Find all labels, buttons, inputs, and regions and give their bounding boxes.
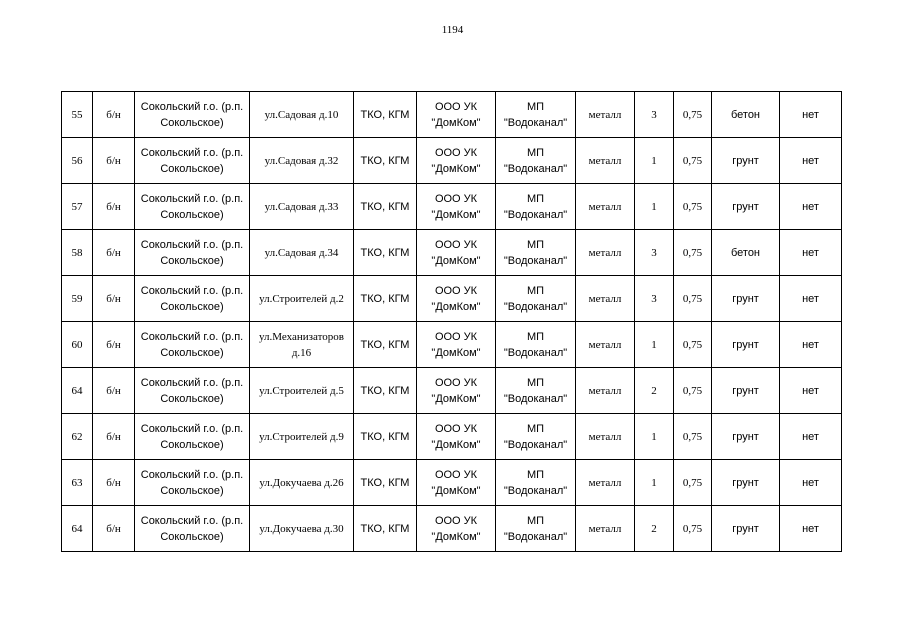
- settlement-line1: Сокольский г.о. (р.п.: [140, 146, 244, 159]
- registry-number-cell: [93, 414, 135, 460]
- bn: б/н: [106, 200, 121, 213]
- settlement-cell: [135, 322, 250, 368]
- row-number-cell: [62, 460, 93, 506]
- volume: 0,75: [682, 430, 703, 443]
- fence-cell: [780, 414, 842, 460]
- management-company-cell: [417, 460, 496, 506]
- owner-cell: [496, 184, 576, 230]
- mgmt-line1: ООО УК: [434, 376, 478, 389]
- owner-line2: "Водоканал": [503, 392, 568, 405]
- owner-cell: [496, 460, 576, 506]
- material: металл: [588, 108, 622, 121]
- owner-line1: МП: [526, 100, 545, 113]
- count: 1: [651, 338, 657, 351]
- waste-type-cell: [354, 368, 417, 414]
- fence-cell: [780, 276, 842, 322]
- address-cell: [250, 414, 354, 460]
- surface: бетон: [730, 108, 761, 121]
- settlement-cell: [135, 92, 250, 138]
- row-number-cell: [62, 184, 93, 230]
- surface: грунт: [732, 430, 759, 443]
- surface: бетон: [730, 246, 761, 259]
- registry-number-cell: [93, 506, 135, 552]
- waste-type-cell: [354, 230, 417, 276]
- address-cell: [250, 230, 354, 276]
- row-number-cell: [62, 276, 93, 322]
- num: 60: [71, 338, 83, 351]
- volume: 0,75: [682, 338, 703, 351]
- surface-cell: [712, 92, 780, 138]
- waste-type: ТКО, КГМ: [360, 200, 410, 213]
- settlement-line2: Сокольское): [160, 530, 224, 543]
- settlement-cell: [135, 414, 250, 460]
- fence-cell: [780, 368, 842, 414]
- waste-type: ТКО, КГМ: [360, 154, 410, 167]
- waste-type: ТКО, КГМ: [360, 522, 410, 535]
- owner-line1: МП: [526, 192, 545, 205]
- mgmt-line2: "ДомКом": [431, 300, 481, 313]
- surface: грунт: [732, 338, 759, 351]
- container-volume-cell: [674, 138, 712, 184]
- num: 55: [71, 108, 83, 121]
- volume: 0,75: [682, 154, 703, 167]
- owner-line1: МП: [526, 376, 545, 389]
- mgmt-line2: "ДомКом": [431, 438, 481, 451]
- settlement-line2: Сокольское): [160, 208, 224, 221]
- container-material-cell: [576, 184, 635, 230]
- mgmt-line1: ООО УК: [434, 468, 478, 481]
- count: 3: [651, 246, 657, 259]
- mgmt-line2: "ДомКом": [431, 208, 481, 221]
- address-line1: ул.Механизаторов: [259, 330, 344, 343]
- owner-line1: МП: [526, 284, 545, 297]
- container-material-cell: [576, 230, 635, 276]
- mgmt-line2: "ДомКом": [431, 116, 481, 129]
- volume: 0,75: [682, 292, 703, 305]
- surface: грунт: [732, 384, 759, 397]
- owner-line1: МП: [526, 146, 545, 159]
- address-cell: [250, 322, 354, 368]
- mgmt-line1: ООО УК: [434, 100, 478, 113]
- material: металл: [588, 200, 622, 213]
- container-count-cell: [635, 460, 674, 506]
- address-cell: [250, 92, 354, 138]
- material: металл: [588, 338, 622, 351]
- count: 1: [651, 430, 657, 443]
- volume: 0,75: [682, 384, 703, 397]
- settlement-line1: Сокольский г.о. (р.п.: [140, 238, 244, 251]
- container-material-cell: [576, 506, 635, 552]
- row-number-cell: [62, 368, 93, 414]
- owner-line2: "Водоканал": [503, 438, 568, 451]
- mgmt-line1: ООО УК: [434, 284, 478, 297]
- mgmt-line2: "ДомКом": [431, 392, 481, 405]
- registry-number-cell: [93, 138, 135, 184]
- surface-cell: [712, 414, 780, 460]
- owner-line1: МП: [526, 238, 545, 251]
- fence-cell: [780, 138, 842, 184]
- address-cell: [250, 506, 354, 552]
- settlement-cell: [135, 368, 250, 414]
- mgmt-line1: ООО УК: [434, 192, 478, 205]
- mgmt-line2: "ДомКом": [431, 530, 481, 543]
- address-cell: [250, 368, 354, 414]
- address-line1: ул.Строителей д.2: [259, 292, 344, 305]
- row-number-cell: [62, 138, 93, 184]
- table-row: [62, 276, 842, 322]
- address-cell: [250, 276, 354, 322]
- management-company-cell: [417, 230, 496, 276]
- waste-type: ТКО, КГМ: [360, 338, 410, 351]
- row-number-cell: [62, 322, 93, 368]
- waste-type-cell: [354, 322, 417, 368]
- container-volume-cell: [674, 92, 712, 138]
- table-row: [62, 92, 842, 138]
- address-line1: ул.Садовая д.33: [264, 200, 339, 213]
- fence-cell: [780, 184, 842, 230]
- mgmt-line1: ООО УК: [434, 422, 478, 435]
- management-company-cell: [417, 92, 496, 138]
- num: 58: [71, 246, 83, 259]
- fence-cell: [780, 92, 842, 138]
- table-row: [62, 506, 842, 552]
- material: металл: [588, 384, 622, 397]
- container-count-cell: [635, 184, 674, 230]
- bn: б/н: [106, 246, 121, 259]
- waste-type: ТКО, КГМ: [360, 246, 410, 259]
- mgmt-line1: ООО УК: [434, 238, 478, 251]
- container-volume-cell: [674, 368, 712, 414]
- waste-type: ТКО, КГМ: [360, 292, 410, 305]
- address-cell: [250, 184, 354, 230]
- address-line1: ул.Строителей д.5: [259, 384, 344, 397]
- fence-cell: [780, 230, 842, 276]
- num: 59: [71, 292, 83, 305]
- num: 57: [71, 200, 83, 213]
- settlement-line1: Сокольский г.о. (р.п.: [140, 468, 244, 481]
- count: 1: [651, 200, 657, 213]
- owner-line2: "Водоканал": [503, 254, 568, 267]
- registry-number-cell: [93, 184, 135, 230]
- container-count-cell: [635, 92, 674, 138]
- container-count-cell: [635, 506, 674, 552]
- surface: грунт: [732, 476, 759, 489]
- num: 62: [71, 430, 83, 443]
- owner-line2: "Водоканал": [503, 300, 568, 313]
- row-number-cell: [62, 230, 93, 276]
- bn: б/н: [106, 476, 121, 489]
- num: 63: [71, 476, 83, 489]
- volume: 0,75: [682, 200, 703, 213]
- count: 2: [651, 384, 657, 397]
- address-line1: ул.Докучаева д.26: [259, 476, 344, 489]
- fence-cell: [780, 322, 842, 368]
- num: 64: [71, 384, 83, 397]
- fence: нет: [802, 154, 819, 167]
- container-count-cell: [635, 368, 674, 414]
- settlement-cell: [135, 184, 250, 230]
- settlement-line2: Сокольское): [160, 300, 224, 313]
- container-count-cell: [635, 138, 674, 184]
- fence: нет: [802, 338, 819, 351]
- container-material-cell: [576, 92, 635, 138]
- settlement-line2: Сокольское): [160, 438, 224, 451]
- registry-number-cell: [93, 460, 135, 506]
- waste-type: ТКО, КГМ: [360, 476, 410, 489]
- fence: нет: [802, 476, 819, 489]
- row-number-cell: [62, 414, 93, 460]
- material: металл: [588, 154, 622, 167]
- owner-cell: [496, 138, 576, 184]
- management-company-cell: [417, 138, 496, 184]
- table-row: [62, 184, 842, 230]
- bn: б/н: [106, 522, 121, 535]
- bn: б/н: [106, 338, 121, 351]
- volume: 0,75: [682, 108, 703, 121]
- mgmt-line2: "ДомКом": [431, 346, 481, 359]
- bn: б/н: [106, 292, 121, 305]
- surface-cell: [712, 506, 780, 552]
- container-material-cell: [576, 460, 635, 506]
- waste-type-cell: [354, 138, 417, 184]
- owner-line2: "Водоканал": [503, 484, 568, 497]
- count: 3: [651, 108, 657, 121]
- num: 64: [71, 522, 83, 535]
- table-row: [62, 460, 842, 506]
- owner-cell: [496, 322, 576, 368]
- waste-type-cell: [354, 276, 417, 322]
- registry-number-cell: [93, 322, 135, 368]
- table-row: [62, 414, 842, 460]
- bn: б/н: [106, 108, 121, 121]
- address-cell: [250, 460, 354, 506]
- fence: нет: [802, 200, 819, 213]
- owner-cell: [496, 368, 576, 414]
- owner-line1: МП: [526, 468, 545, 481]
- surface: грунт: [732, 522, 759, 535]
- volume: 0,75: [682, 522, 703, 535]
- settlement-line2: Сокольское): [160, 392, 224, 405]
- owner-cell: [496, 414, 576, 460]
- table-row: [62, 138, 842, 184]
- settlement-line1: Сокольский г.о. (р.п.: [140, 100, 244, 113]
- registry-number-cell: [93, 368, 135, 414]
- count: 1: [651, 154, 657, 167]
- volume: 0,75: [682, 476, 703, 489]
- management-company-cell: [417, 414, 496, 460]
- waste-type-cell: [354, 460, 417, 506]
- owner-line2: "Водоканал": [503, 530, 568, 543]
- address-line1: ул.Садовая д.10: [264, 108, 339, 121]
- fence-cell: [780, 460, 842, 506]
- row-number-cell: [62, 92, 93, 138]
- fence: нет: [802, 292, 819, 305]
- owner-line1: МП: [526, 422, 545, 435]
- fence: нет: [802, 384, 819, 397]
- container-volume-cell: [674, 506, 712, 552]
- waste-type-cell: [354, 184, 417, 230]
- address-line1: ул.Садовая д.32: [264, 154, 339, 167]
- surface-cell: [712, 368, 780, 414]
- mgmt-line1: ООО УК: [434, 330, 478, 343]
- management-company-cell: [417, 276, 496, 322]
- settlement-line2: Сокольское): [160, 484, 224, 497]
- settlement-cell: [135, 138, 250, 184]
- material: металл: [588, 430, 622, 443]
- table-body: [62, 92, 842, 552]
- mgmt-line2: "ДомКом": [431, 162, 481, 175]
- address-cell: [250, 138, 354, 184]
- waste-type-cell: [354, 506, 417, 552]
- waste-type: ТКО, КГМ: [360, 108, 410, 121]
- management-company-cell: [417, 184, 496, 230]
- owner-line2: "Водоканал": [503, 162, 568, 175]
- registry-number-cell: [93, 276, 135, 322]
- mgmt-line2: "ДомКом": [431, 254, 481, 267]
- fence-cell: [780, 506, 842, 552]
- bn: б/н: [106, 154, 121, 167]
- management-company-cell: [417, 506, 496, 552]
- container-volume-cell: [674, 230, 712, 276]
- settlement-line1: Сокольский г.о. (р.п.: [140, 422, 244, 435]
- container-volume-cell: [674, 184, 712, 230]
- owner-cell: [496, 276, 576, 322]
- address-line1: ул.Строителей д.9: [259, 430, 344, 443]
- settlement-cell: [135, 230, 250, 276]
- container-volume-cell: [674, 276, 712, 322]
- container-count-cell: [635, 230, 674, 276]
- settlement-cell: [135, 506, 250, 552]
- surface-cell: [712, 460, 780, 506]
- container-material-cell: [576, 138, 635, 184]
- waste-type: ТКО, КГМ: [360, 384, 410, 397]
- management-company-cell: [417, 322, 496, 368]
- num: 56: [71, 154, 83, 167]
- container-count-cell: [635, 276, 674, 322]
- settlement-line2: Сокольское): [160, 162, 224, 175]
- count: 2: [651, 522, 657, 535]
- page-number: 1194: [441, 24, 464, 36]
- owner-line2: "Водоканал": [503, 346, 568, 359]
- material: металл: [588, 522, 622, 535]
- container-material-cell: [576, 414, 635, 460]
- settlement-line1: Сокольский г.о. (р.п.: [140, 330, 244, 343]
- mgmt-line2: "ДомКом": [431, 484, 481, 497]
- settlement-line2: Сокольское): [160, 116, 224, 129]
- surface: грунт: [732, 154, 759, 167]
- owner-cell: [496, 230, 576, 276]
- container-count-cell: [635, 414, 674, 460]
- container-volume-cell: [674, 414, 712, 460]
- surface-cell: [712, 276, 780, 322]
- container-volume-cell: [674, 322, 712, 368]
- settlement-line1: Сокольский г.о. (р.п.: [140, 284, 244, 297]
- address-line1: ул.Садовая д.34: [264, 246, 339, 259]
- registry-number-cell: [93, 230, 135, 276]
- bn: б/н: [106, 430, 121, 443]
- surface-cell: [712, 184, 780, 230]
- mgmt-line1: ООО УК: [434, 514, 478, 527]
- owner-cell: [496, 92, 576, 138]
- owner-line1: МП: [526, 330, 545, 343]
- settlement-line1: Сокольский г.о. (р.п.: [140, 192, 244, 205]
- volume: 0,75: [682, 246, 703, 259]
- surface: грунт: [732, 292, 759, 305]
- row-number-cell: [62, 506, 93, 552]
- material: металл: [588, 476, 622, 489]
- fence: нет: [802, 430, 819, 443]
- address-line1: ул.Докучаева д.30: [259, 522, 344, 535]
- material: металл: [588, 292, 622, 305]
- bn: б/н: [106, 384, 121, 397]
- settlement-line1: Сокольский г.о. (р.п.: [140, 376, 244, 389]
- settlement-cell: [135, 460, 250, 506]
- count: 3: [651, 292, 657, 305]
- settlement-line2: Сокольское): [160, 346, 224, 359]
- surface: грунт: [732, 200, 759, 213]
- fence: нет: [802, 522, 819, 535]
- waste-sites-table: [61, 91, 842, 552]
- surface-cell: [712, 230, 780, 276]
- table-row: [62, 230, 842, 276]
- count: 1: [651, 476, 657, 489]
- material: металл: [588, 246, 622, 259]
- table-row: [62, 368, 842, 414]
- owner-cell: [496, 506, 576, 552]
- registry-number-cell: [93, 92, 135, 138]
- owner-line2: "Водоканал": [503, 208, 568, 221]
- container-material-cell: [576, 322, 635, 368]
- table-row: [62, 322, 842, 368]
- fence: нет: [802, 108, 819, 121]
- container-count-cell: [635, 322, 674, 368]
- container-material-cell: [576, 368, 635, 414]
- owner-line1: МП: [526, 514, 545, 527]
- settlement-line1: Сокольский г.о. (р.п.: [140, 514, 244, 527]
- management-company-cell: [417, 368, 496, 414]
- waste-type-cell: [354, 414, 417, 460]
- settlement-cell: [135, 276, 250, 322]
- container-material-cell: [576, 276, 635, 322]
- address-line2: д.16: [291, 346, 312, 359]
- surface-cell: [712, 322, 780, 368]
- owner-line2: "Водоканал": [503, 116, 568, 129]
- settlement-line2: Сокольское): [160, 254, 224, 267]
- waste-type-cell: [354, 92, 417, 138]
- mgmt-line1: ООО УК: [434, 146, 478, 159]
- waste-type: ТКО, КГМ: [360, 430, 410, 443]
- surface-cell: [712, 138, 780, 184]
- fence: нет: [802, 246, 819, 259]
- container-volume-cell: [674, 460, 712, 506]
